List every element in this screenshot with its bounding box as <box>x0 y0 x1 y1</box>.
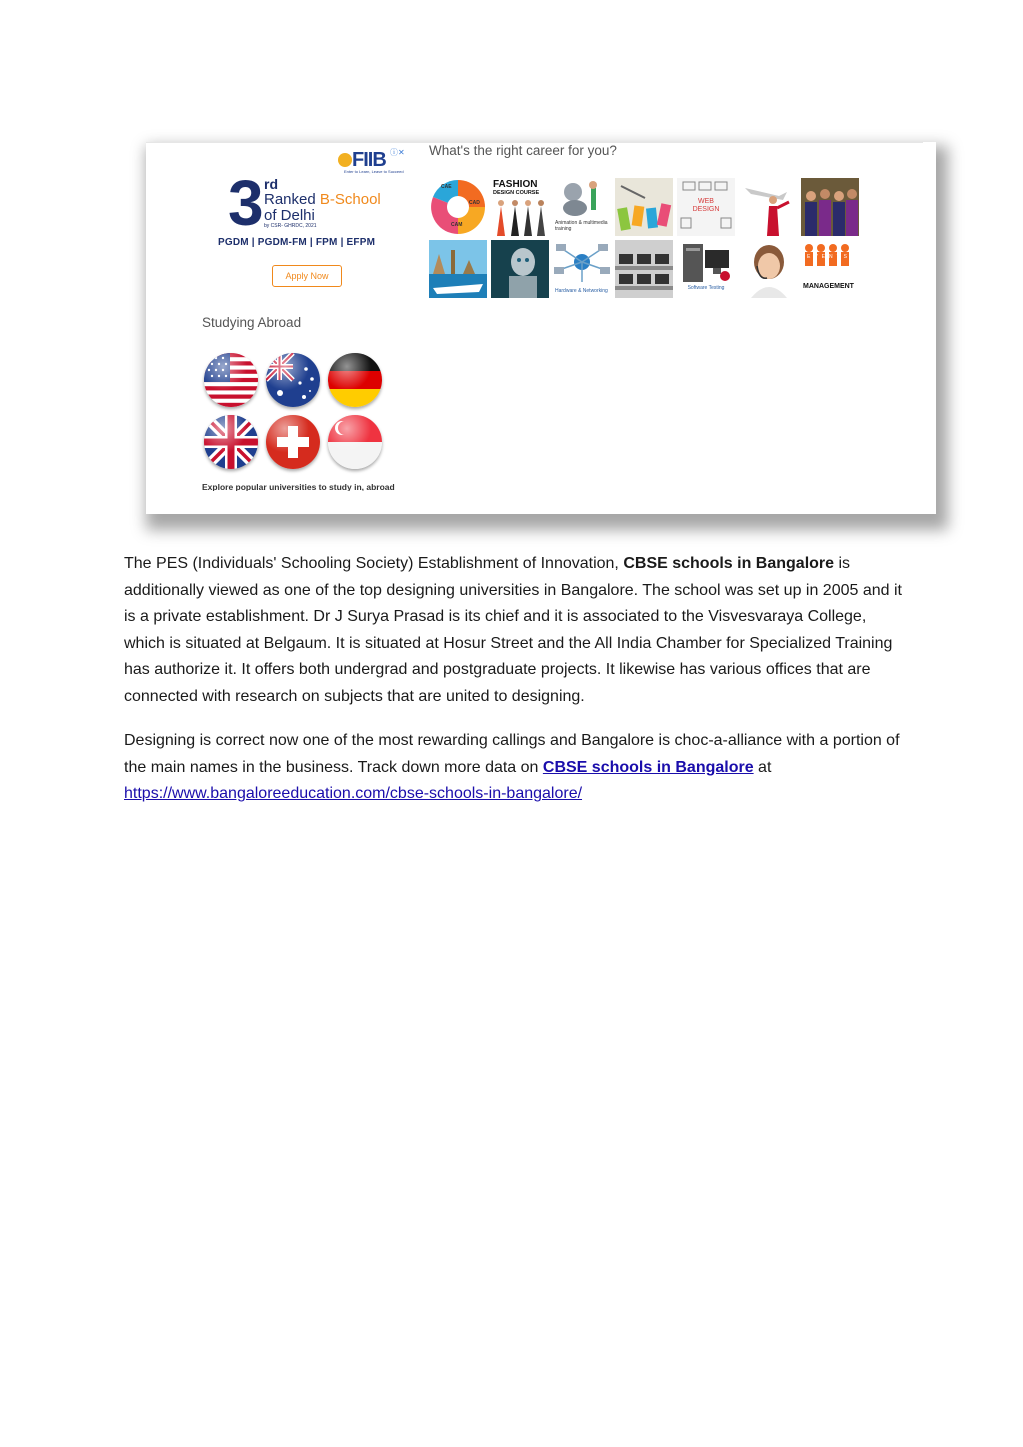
studying-abroad-title: Studying Abroad <box>202 315 302 330</box>
fashion-sub-label: DESIGN COURSE <box>493 190 540 196</box>
rank-source: by CSR- GHRDC, 2021 <box>264 223 317 229</box>
cad-label: CAD <box>469 200 480 206</box>
explore-universities-text[interactable]: Explore popular universities to study in, abroad <box>202 482 395 491</box>
hospitality-tile[interactable] <box>801 178 859 236</box>
logo-tagline: Enter to Learn, Leave to Succeed <box>344 169 404 174</box>
career-title: What's the right career for you? <box>429 143 617 158</box>
animation-tile[interactable] <box>553 178 611 236</box>
usa-flag-icon[interactable] <box>204 353 258 407</box>
cam-label: CAM <box>451 222 463 228</box>
call-center-tile[interactable] <box>739 240 797 298</box>
paragraph-1: The PES (Individuals' Schooling Society) Establishment of Innovation, CBSE schools in Bangalore is additionally viewed as one of the top designing universities in Bangalore. The school was set up in 2005 and it is a private establishment. Dr J Surya Prasad is its chief and it is associated to the Visvesvaraya College, which is situated at Belgaum. It is situated at Hosur Street and the All India Chamber for Specialized Training has authorize it. It offers both undergrad and postgraduate projects. It likewise has various offices that are connected with research on subjects that are united to designing. <box>124 555 902 705</box>
logo-text: FIIB <box>352 149 386 171</box>
software-testing-label: Software Testing <box>687 285 725 291</box>
management-label: MANAGEMENT <box>803 283 854 290</box>
sun-icon <box>338 153 352 167</box>
australia-flag-icon[interactable] <box>266 353 320 407</box>
uk-flag-icon[interactable] <box>204 415 258 469</box>
programs-list: PGDM | PGDM-FM | FPM | EFPM <box>218 237 376 248</box>
fashion-label: FASHION <box>493 179 538 190</box>
computer-lab-tile[interactable] <box>615 240 673 298</box>
design-tile[interactable] <box>615 178 673 236</box>
web-design-tile[interactable] <box>677 178 735 236</box>
rank-accent: B-School <box>319 191 381 208</box>
hardware-label: Hardware & Networking <box>555 288 608 294</box>
web-design-label: WEB DESIGN <box>692 198 720 213</box>
singapore-flag-icon[interactable] <box>328 415 382 469</box>
screenshot-figure <box>146 142 923 491</box>
software-testing-tile[interactable] <box>677 240 735 298</box>
event-management-tile[interactable] <box>801 240 859 298</box>
fashion-design-tile[interactable] <box>491 178 549 236</box>
paragraph-2: Designing is correct now one of the most rewarding callings and Bangalore is choc-a-alliance with a portion of the main names in the business. Track down more data on CBSE schools in Bangalore at https://www.bangaloreeducation.com/cbse-schools-in-bangalore/ <box>124 732 900 802</box>
cae-label: CAE <box>441 184 452 190</box>
rank-number: 3 <box>228 167 264 239</box>
switzerland-flag-icon[interactable] <box>266 415 320 469</box>
rank-line-2: of Delhi <box>264 207 315 224</box>
animation-label: Animation & multimedia training <box>555 220 608 232</box>
aviation-tile[interactable] <box>739 178 797 236</box>
article-body <box>124 551 904 826</box>
cbse-schools-link[interactable]: CBSE schools in Bangalore <box>542 758 754 776</box>
travel-tourism-tile[interactable] <box>429 240 487 298</box>
cae-cad-cam-tile[interactable] <box>429 178 487 236</box>
fiib-logo <box>338 147 404 173</box>
ad-choices-icon[interactable]: ⓘ✕ <box>390 148 405 157</box>
apply-now-button[interactable]: Apply Now <box>272 265 342 287</box>
rank-suffix: rd <box>264 176 278 192</box>
bangalore-education-url-link[interactable]: https://www.bangaloreeducation.com/cbse-schools-in-bangalore/ <box>124 785 583 802</box>
hardware-networking-tile[interactable] <box>553 240 611 298</box>
germany-flag-icon[interactable] <box>328 353 382 407</box>
bold-keyword: CBSE schools in Bangalore <box>623 555 835 572</box>
events-label: EVENTS <box>807 254 852 260</box>
robotics-tile[interactable] <box>491 240 549 298</box>
rank-line-1: Ranked B-School <box>264 191 381 208</box>
